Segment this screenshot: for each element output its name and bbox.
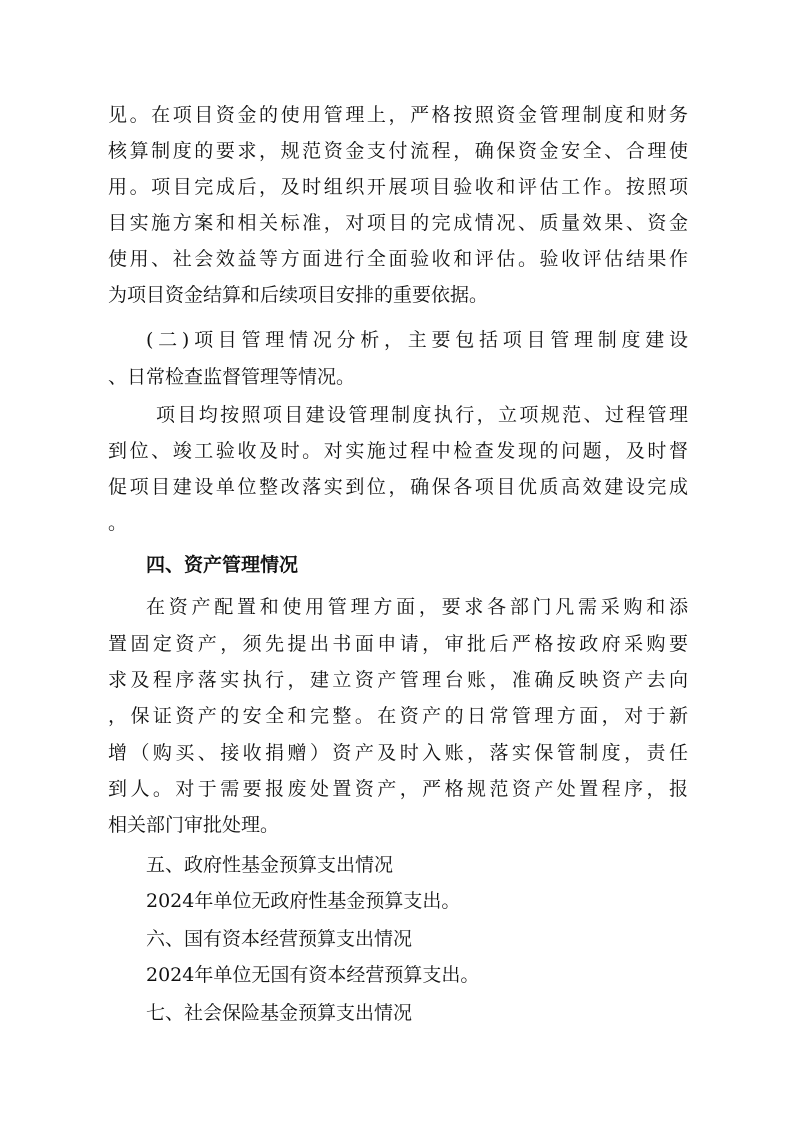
paragraph-1-line-6: 为项目资金结算和后续项目安排的重要依据。	[108, 284, 489, 306]
section-6-text: 2024年单位无国有资本经营预算支出。	[146, 964, 480, 986]
paragraph-4-line-2: 置固定资产，须先提出书面申请，审批后严格按政府采购要	[108, 633, 688, 655]
section-7-heading: 七、社会保险基金预算支出情况	[146, 1002, 413, 1024]
paragraph-1-line-5: 使用、社会效益等方面进行全面验收和评估。验收评估结果作	[108, 248, 688, 270]
section-5-heading: 五、政府性基金预算支出情况	[146, 854, 394, 876]
paragraph-2-line-1: (二)项目管理情况分析，主要包括项目管理制度建设	[146, 329, 688, 351]
paragraph-4-line-6: 到人。对于需要报废处置资产，严格规范资产处置程序，报	[108, 778, 688, 800]
paragraph-4-line-5: 增（购买、接收捐赠）资产及时入账，落实保管制度，责任	[108, 742, 688, 764]
paragraph-1-line-1: 见。在项目资金的使用管理上，严格按照资金管理制度和财务	[108, 104, 688, 126]
section-4-heading: 四、资产管理情况	[146, 554, 299, 576]
paragraph-4-line-1: 在资产配置和使用管理方面，要求各部门凡需采购和添	[146, 596, 688, 618]
paragraph-4-line-7: 相关部门审批处理。	[108, 814, 280, 836]
section-5-text: 2024年单位无政府性基金预算支出。	[146, 890, 461, 912]
paragraph-1-line-4: 目实施方案和相关标准，对项目的完成情况、质量效果、资金	[108, 212, 688, 234]
paragraph-3-line-2: 到位、竣工验收及时。对实施过程中检查发现的问题，及时督	[108, 440, 688, 462]
paragraph-1-line-3: 用。项目完成后，及时组织开展项目验收和评估工作。按照项	[108, 176, 688, 198]
paragraph-4-line-3: 求及程序落实执行，建立资产管理台账，准确反映资产去向	[108, 669, 688, 691]
section-6-heading: 六、国有资本经营预算支出情况	[146, 928, 413, 950]
paragraph-3-line-4: 。	[108, 512, 128, 534]
paragraph-3-line-3: 促项目建设单位整改落实到位，确保各项目优质高效建设完成	[108, 476, 688, 498]
paragraph-1-line-2: 核算制度的要求，规范资金支付流程，确保资金安全、合理使	[108, 140, 688, 162]
paragraph-4-line-4: ，保证资产的安全和完整。在资产的日常管理方面，对于新	[108, 705, 688, 727]
paragraph-2-line-2: 、日常检查监督管理等情况。	[108, 366, 356, 388]
paragraph-3-line-1: 项目均按照项目建设管理制度执行，立项规范、过程管理	[156, 404, 688, 426]
